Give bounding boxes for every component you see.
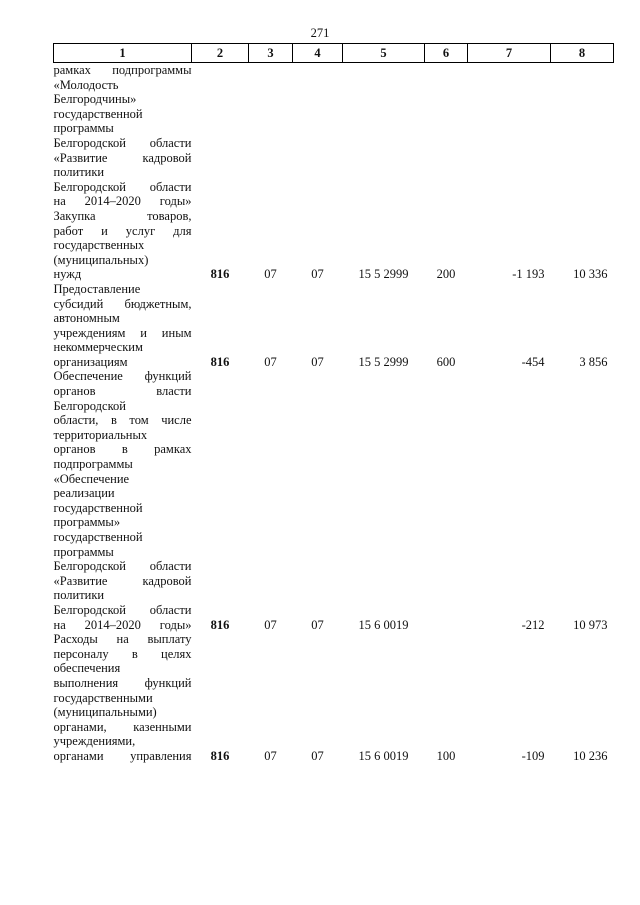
description-line: учреждениями, (53, 734, 136, 749)
description-line: «Развитие кадровой (53, 573, 192, 588)
description-cell (54, 209, 192, 282)
article-code-cell (343, 63, 425, 209)
description-line: Белгородчины» (53, 92, 137, 107)
description-cell (54, 63, 192, 209)
description-line: подпрограммы (53, 457, 133, 472)
description-line: Предоставление (53, 281, 141, 296)
article-code-cell: 15 6 0019 (358, 748, 409, 763)
subsection-code-cell: 07 (311, 354, 324, 369)
ministry-code-cell: 816 (210, 267, 230, 282)
column-header: 2 (192, 44, 249, 63)
description-line: государственной (53, 106, 143, 121)
description-line: Белгородской области (53, 135, 192, 150)
subsection-code-cell: 07 (311, 617, 324, 632)
section-code-cell (249, 63, 293, 209)
column-header: 5 (343, 44, 425, 63)
description-line: «Развитие кадровой (53, 150, 192, 165)
description-cell (54, 632, 192, 763)
section-code-cell: 07 (264, 617, 277, 632)
description-line: нужд (53, 267, 82, 282)
total-amount-cell (551, 63, 614, 209)
table-row (54, 632, 614, 763)
description-line: территориальных (53, 427, 148, 442)
total-amount-cell: 3 856 (579, 354, 608, 369)
ministry-code-cell: 816 (210, 354, 230, 369)
column-header: 8 (551, 44, 614, 63)
column-header: 4 (293, 44, 343, 63)
description-cell (54, 369, 192, 632)
subsection-code-cell: 07 (311, 267, 324, 282)
page-number: 271 (310, 26, 330, 40)
table-row (54, 282, 614, 370)
description-line: субсидий бюджетным, (53, 296, 192, 311)
expense-type-cell: 100 (436, 748, 456, 763)
ministry-code-cell: 816 (210, 617, 230, 632)
description-line: Белгородской (53, 398, 126, 413)
column-header: 6 (425, 44, 468, 63)
description-line: программы (53, 544, 114, 559)
expense-type-cell: 200 (436, 267, 456, 282)
description-line: на 2014–2020 годы» (53, 617, 192, 632)
description-line: государственной (53, 500, 143, 515)
description-line: области, в том числе (53, 413, 192, 428)
description-line: органов власти (53, 384, 192, 399)
description-line: Расходы на выплату (53, 632, 192, 647)
description-line: реализации (53, 486, 115, 501)
description-line: выполнения функций (53, 675, 192, 690)
description-line: персоналу в целях (53, 646, 192, 661)
description-line: органов в рамках (53, 442, 192, 457)
table-row (54, 369, 614, 632)
description-line: государственных (53, 238, 145, 253)
expense-type-cell (425, 63, 468, 209)
description-line: государственной (53, 530, 143, 544)
article-code-cell: 15 5 2999 (358, 267, 409, 282)
total-amount-cell: 10 236 (573, 748, 608, 763)
section-code-cell: 07 (264, 354, 277, 369)
change-amount-cell: -454 (521, 354, 545, 369)
table-header-row (54, 44, 614, 63)
ministry-code-cell (192, 63, 249, 209)
change-amount-cell (468, 63, 551, 209)
column-header: 1 (54, 44, 192, 63)
total-amount-cell: 10 336 (573, 267, 608, 282)
description-line: Закупка товаров, (53, 208, 192, 223)
description-line: политики (53, 165, 105, 180)
change-amount-cell: -109 (521, 748, 545, 763)
column-header: 7 (468, 44, 551, 63)
total-amount-cell: 10 973 (573, 617, 608, 632)
section-code-cell: 07 (264, 748, 277, 763)
description-line: политики (53, 588, 105, 603)
table-body (54, 63, 614, 764)
section-code-cell: 07 (264, 267, 277, 282)
subsection-code-cell: 07 (311, 748, 324, 763)
description-line: «Молодость (53, 77, 119, 92)
description-line: программы» (53, 515, 121, 530)
article-code-cell: 15 6 0019 (358, 617, 409, 632)
description-line: «Обеспечение (53, 471, 130, 486)
description-line: органами управления (53, 748, 192, 763)
description-line: работ и услуг для (53, 223, 192, 238)
description-line: некоммерческим (53, 340, 143, 355)
table-row (54, 63, 614, 209)
expense-type-cell: 600 (436, 354, 456, 369)
change-amount-cell: -1 193 (512, 267, 545, 282)
description-line: (муниципальными) (53, 705, 157, 720)
description-cell (54, 282, 192, 370)
ministry-code-cell: 816 (210, 748, 230, 763)
subsection-code-cell (293, 63, 343, 209)
budget-table (53, 43, 614, 764)
expense-type-cell (425, 369, 468, 632)
description-line: программы (53, 121, 114, 136)
table-row (54, 209, 614, 282)
description-line: Обеспечение функций (53, 369, 192, 384)
description-line: (муниципальных) (53, 252, 149, 267)
description-line: Белгородской области (53, 559, 192, 574)
description-line: организациям (53, 354, 128, 369)
description-line: учреждениям и иным (53, 325, 192, 340)
description-line: автономным (53, 311, 120, 326)
column-header: 3 (249, 44, 293, 63)
article-code-cell: 15 5 2999 (358, 354, 409, 369)
description-line: Белгородской области (53, 602, 192, 617)
description-line: обеспечения (53, 661, 121, 676)
change-amount-cell: -212 (521, 617, 545, 632)
description-line: Белгородской области (53, 179, 192, 194)
description-line: органами, казенными (53, 719, 192, 734)
description-line: на 2014–2020 годы» (53, 194, 192, 209)
description-line: рамках подпрограммы (53, 63, 192, 77)
description-line: государственными (53, 690, 153, 705)
